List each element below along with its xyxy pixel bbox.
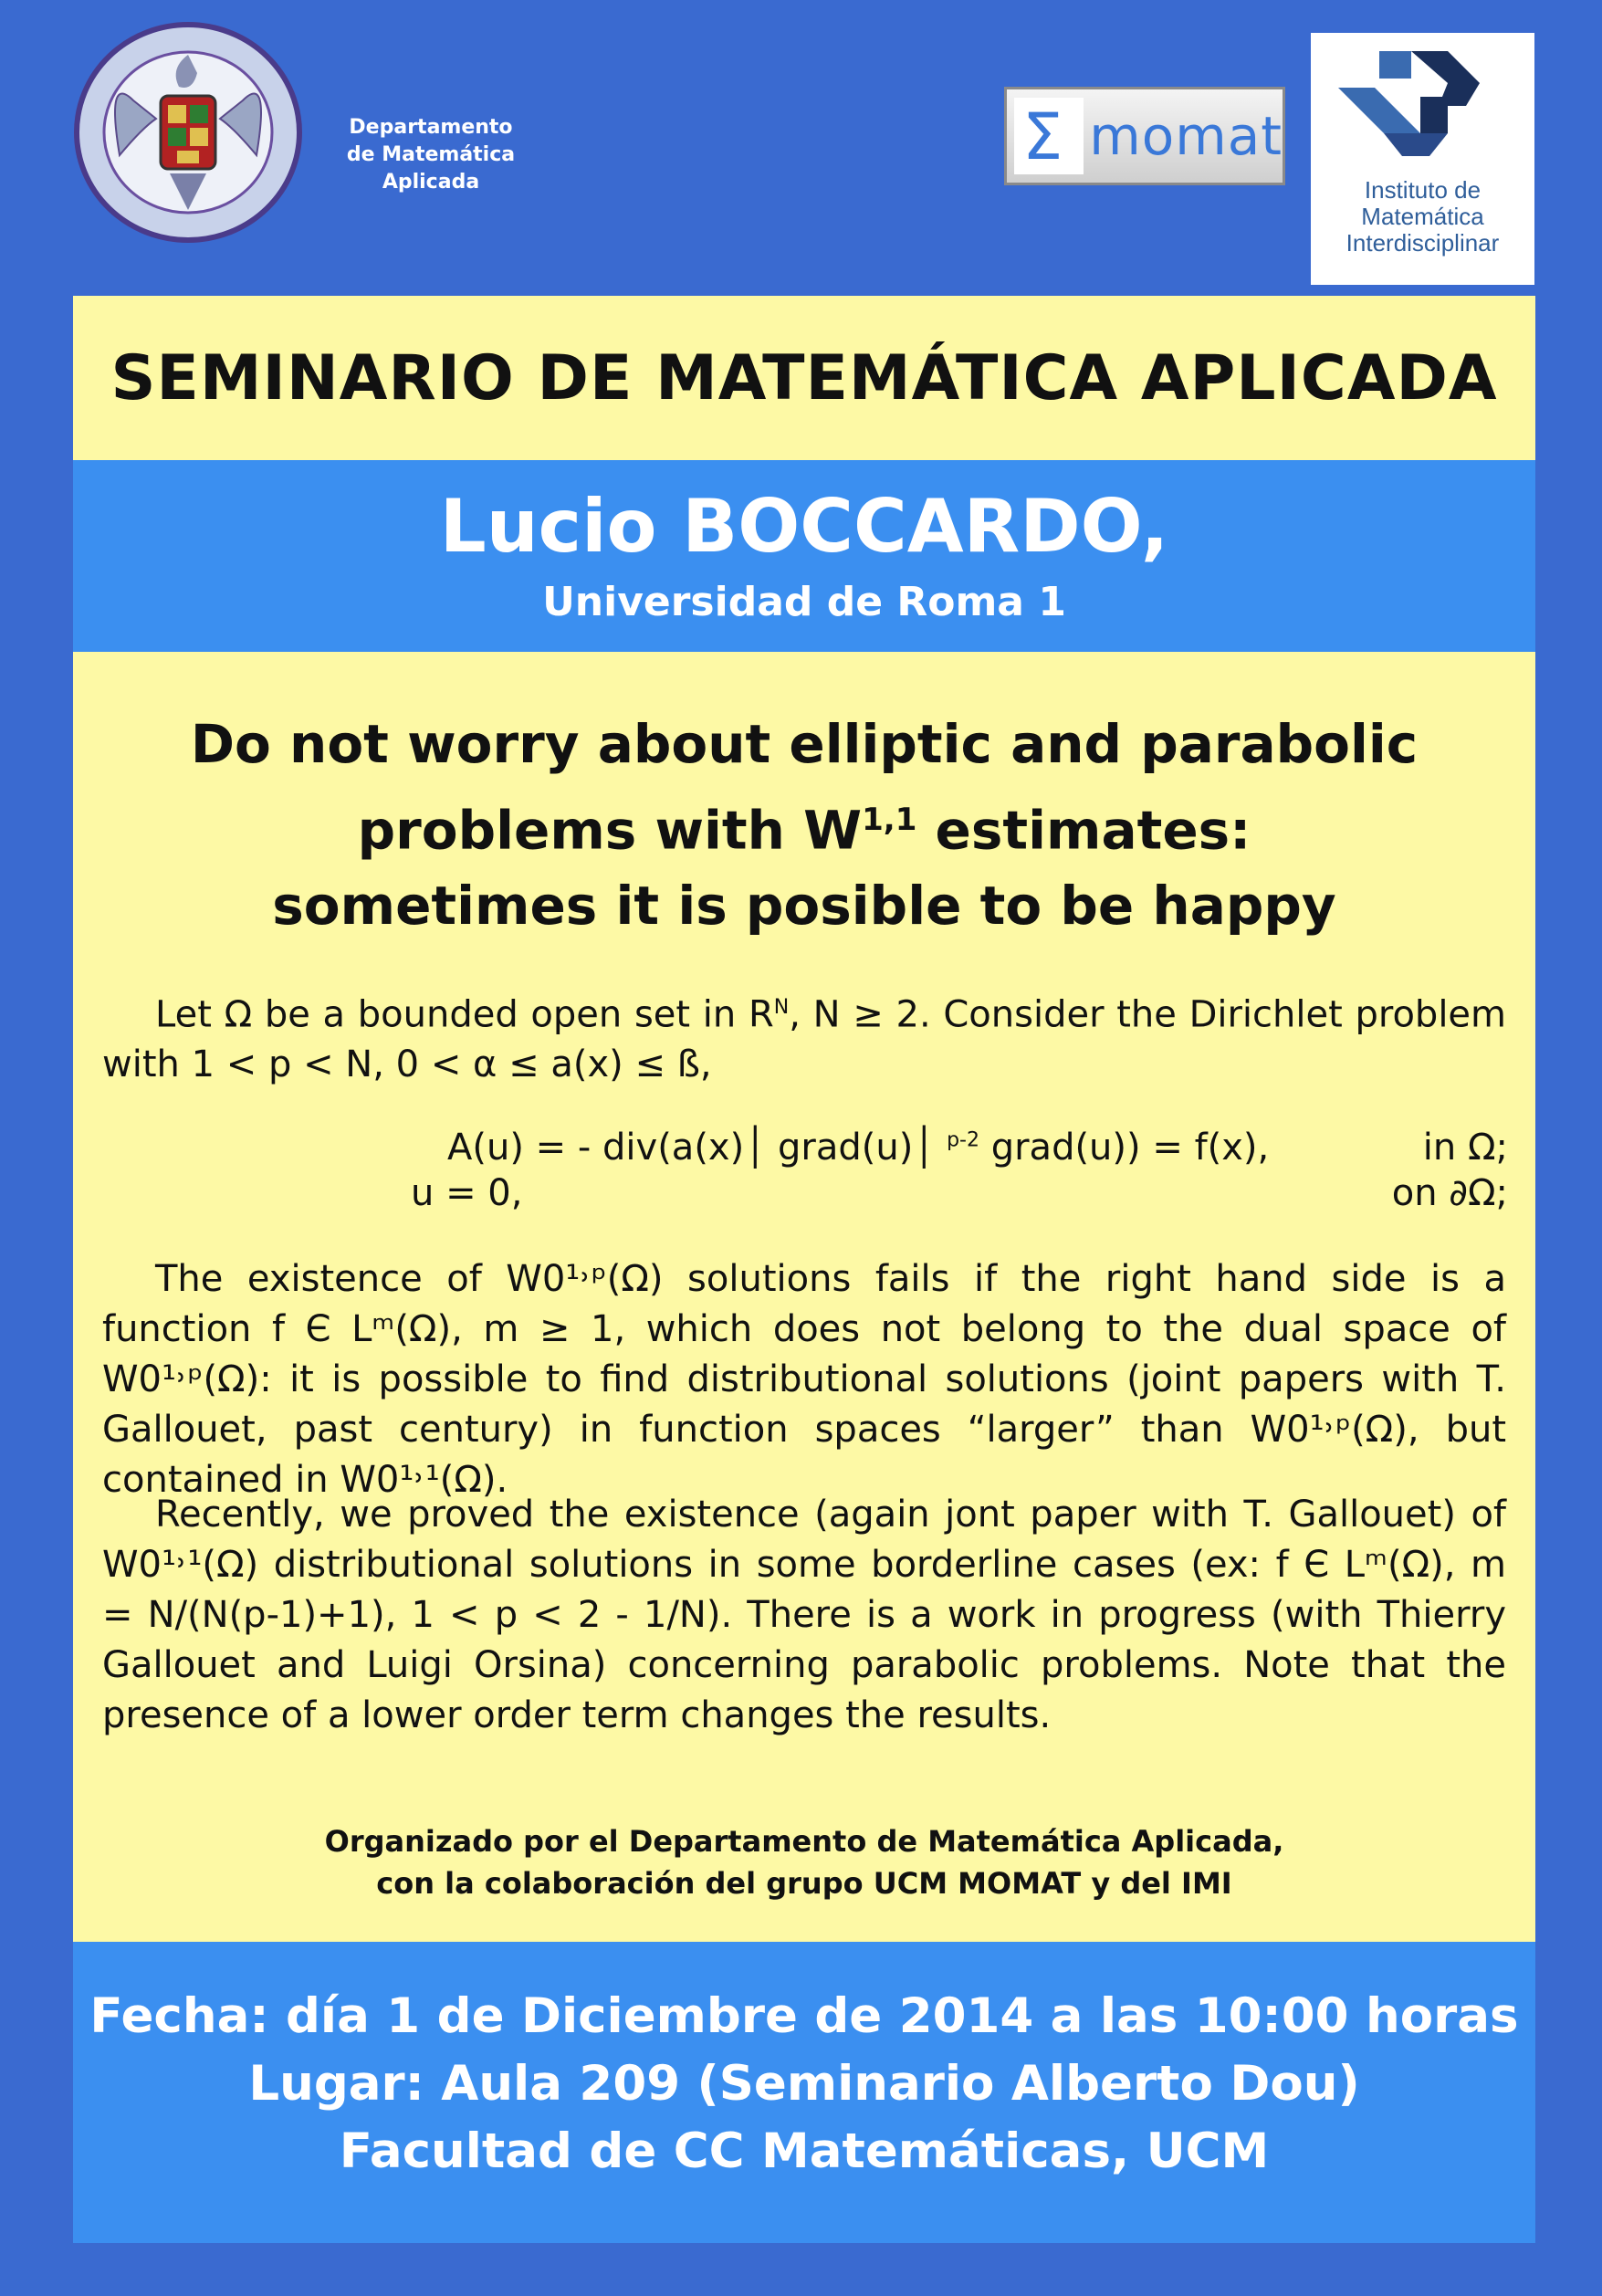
event-date: Fecha: día 1 de Diciembre de 2014 a las 10:00 horas (89, 1988, 1519, 2044)
department-line-1: Departamento (349, 116, 513, 139)
talk-title (73, 707, 1535, 944)
talk-title-line-1: Do not worry about elliptic and parabolic (190, 713, 1419, 775)
talk-title-line-3: sometimes it is posible to be happy (272, 875, 1336, 938)
organizer-line-1: Organizado por el Departamento de Matemática Aplicada, (324, 1824, 1284, 1859)
talk-body (73, 652, 1535, 1942)
event-details-band (73, 1942, 1535, 2243)
equation-1-condition: in Ω; (1422, 1127, 1508, 1169)
imi-logo (1311, 33, 1534, 285)
equation-2: u = 0, (411, 1172, 523, 1214)
imi-line-1: Instituto de (1364, 176, 1482, 204)
sigma-icon (1014, 98, 1084, 174)
speaker-name: Lucio BOCCARDO, (439, 484, 1169, 569)
abstract-paragraph-3: Recently, we proved the existence (again jont paper with T. Gallouet) of W0¹˒¹(Ω) distributional solutions in some borderline cases (ex: f Є Lᵐ(Ω), m = N/(N(p-1)+1), 1 < p < 2 - 1/N). There is a work in progress (with Thierry Gallouet and Luigi Orsina) concerning parabolic problems. Note that the presence of a lower order term changes the results. (102, 1494, 1506, 1736)
speaker-affiliation: Universidad de Roma 1 (542, 579, 1066, 625)
equation-2-condition: on ∂Ω; (1391, 1172, 1508, 1214)
equation-1: A(u) = - div(a(x)│ grad(u)│ $^{p-2}$ grad(u)) = f(x), (447, 1127, 1270, 1169)
event-place: Lugar: Aula 209 (Seminario Alberto Dou) (248, 2056, 1360, 2112)
event-faculty: Facultad de CC Matemáticas, UCM (339, 2123, 1270, 2179)
abstract-paragraph-2: The existence of W0¹˒ᵖ(Ω) solutions fails if the right hand side is a function f Є Lᵐ(Ω), m ≥ 1, which does not belong to the dual space of W0¹˒ᵖ(Ω): it is possible to find distributional solutions (joint papers with T. Gallouet, past century) in function spaces “larger” than W0¹˒ᵖ(Ω), but contained in W0¹˒¹(Ω). (102, 1258, 1506, 1501)
imi-emblem-icon (1311, 33, 1534, 170)
department-line-2: de Matemática (346, 143, 516, 166)
department-line-3: Aplicada (382, 171, 480, 194)
abstract-paragraph-1: Let Ω be a bounded open set in $R^N$, N ≥ 2. Consider the Dirichlet problem with 1 < p < N, 0 < α ≤ a(x) ≤ ß, (102, 993, 1507, 1086)
talk-title-line-2: problems with W$^{1,1}$ estimates: (357, 799, 1251, 862)
poster-header (0, 0, 1602, 292)
speaker-band (73, 460, 1535, 652)
imi-line-2: Matemática (1361, 203, 1484, 230)
momat-logo (1004, 87, 1285, 185)
seminar-title: SEMINARIO DE MATEMÁTICA APLICADA (110, 341, 1498, 414)
svg-text:Σ: Σ (1022, 104, 1063, 168)
department-label (340, 114, 522, 196)
organizer-note (73, 1820, 1535, 1904)
imi-line-3: Interdisciplinar (1345, 229, 1500, 257)
momat-wordmark: momat (1089, 105, 1283, 167)
ucm-seal-logo (69, 18, 307, 246)
organizer-line-2: con la colaboración del grupo UCM MOMAT y del IMI (376, 1866, 1232, 1901)
seminar-title-band (73, 296, 1535, 460)
